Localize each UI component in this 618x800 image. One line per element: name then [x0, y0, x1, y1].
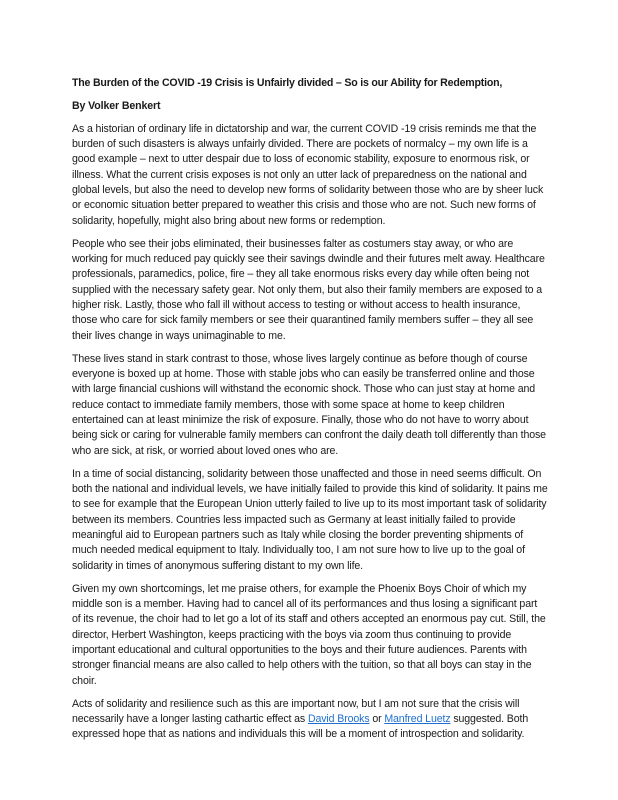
paragraph-3: These lives stand in stark contrast to those, whose lives largely continue as before though of course everyone is boxed up at home. Those with stable jobs who can easily be transferred online and those with large financial cushions will withstand the economic shock. Those who can just stay at home and reduce contact to immediate family members, those with some space at home to keep children entertained can at least minimize the risk of exposure. Finally, those who do not have to worry about being sick or caring for vulnerable family members can confront the daily death toll differently than those who are sick, at risk, or worried about loved ones who are.: [72, 352, 546, 457]
paragraph-4: In a time of social distancing, solidarity between those unaffected and those in need seems difficult. On both the national and individual levels, we have initially failed to provide this kind of solidarity. It pains me to see for example that the European Union utterly failed to live up to its most important task of solidarity between its members. Countries less impacted such as Germany at least initially failed to provide meaningful aid to European partners such as Italy while closing the border preventing shipments of much needed medical equipment to Italy. Individually too, I am not sure how to live up to the goal of solidarity in times of anonymous suffering distant to my own life.: [72, 467, 548, 572]
paragraph-5: Given my own shortcomings, let me praise others, for example the Phoenix Boys Choir of which my middle son is a member. Having had to cancel all of its performances and thus losing a significant part of its revenue, the choir had to let go a lot of its staff and others accepted an enormous pay cut. Still, the director, Herbert Washington, keeps practicing with the boys via zoom thus continuing to provide important educational and cultural opportunities to the boys and their future audiences. Parents with stronger financial means are also called to help others with the tuition, so that all boys can stay in the choir.: [72, 582, 546, 687]
paragraph-6-text-c: suggested. Both expressed hope that as nations and individuals this will be a moment of introspection and solidarity.: [72, 713, 529, 741]
paragraph-1: As a historian of ordinary life in dictatorship and war, the current COVID -19 crisis reminds me that the burden of such disasters is always unfairly divided. There are pockets of normalcy – my own life is a good example – next to utter despair due to loss of economic stability, exposure to enormous risk, or illness. What the current crisis exposes is not only an utter lack of preparedness on the national and global levels, but also the need to develop new forms of solidarity between those who are by sheer luck or economic situation better prepared to weather this crisis and those who are not. Such new forms of solidarity, hopefully, might also bring about new forms or redemption.: [72, 122, 544, 227]
paragraph-6: [72, 697, 548, 743]
manfred-luetz-link[interactable]: Manfred Luetz: [384, 713, 451, 726]
document-page: [72, 76, 548, 750]
author-byline: By Volker Benkert: [72, 100, 161, 113]
david-brooks-link[interactable]: David Brooks: [307, 713, 370, 726]
paragraph-6-text-b: or: [369, 713, 385, 726]
paragraph-6-text-a: Acts of solidarity and resilience such as this are important now, but I am not sure that the crisis will necessarily have a longer lasting cathartic effect as: [72, 697, 520, 726]
document-title: The Burden of the COVID -19 Crisis is Unfairly divided – So is our Ability for Redemption,: [72, 77, 503, 89]
paragraph-2: People who see their jobs eliminated, their businesses falter as costumers stay away, or who are working for much reduced pay quickly see their savings dwindle and their futures melt away. Healthcare professionals, paramedics, police, fire – they all take enormous risks every day while often being not supplied with the necessary safety gear. Not only them, but also their family members are exposed to a higher risk. Lastly, those who fall ill without access to testing or without access to health insurance, those who care for sick family members or see their quarantined family members suffer – they all see their lives change in ways unimaginable to me.: [72, 237, 545, 342]
